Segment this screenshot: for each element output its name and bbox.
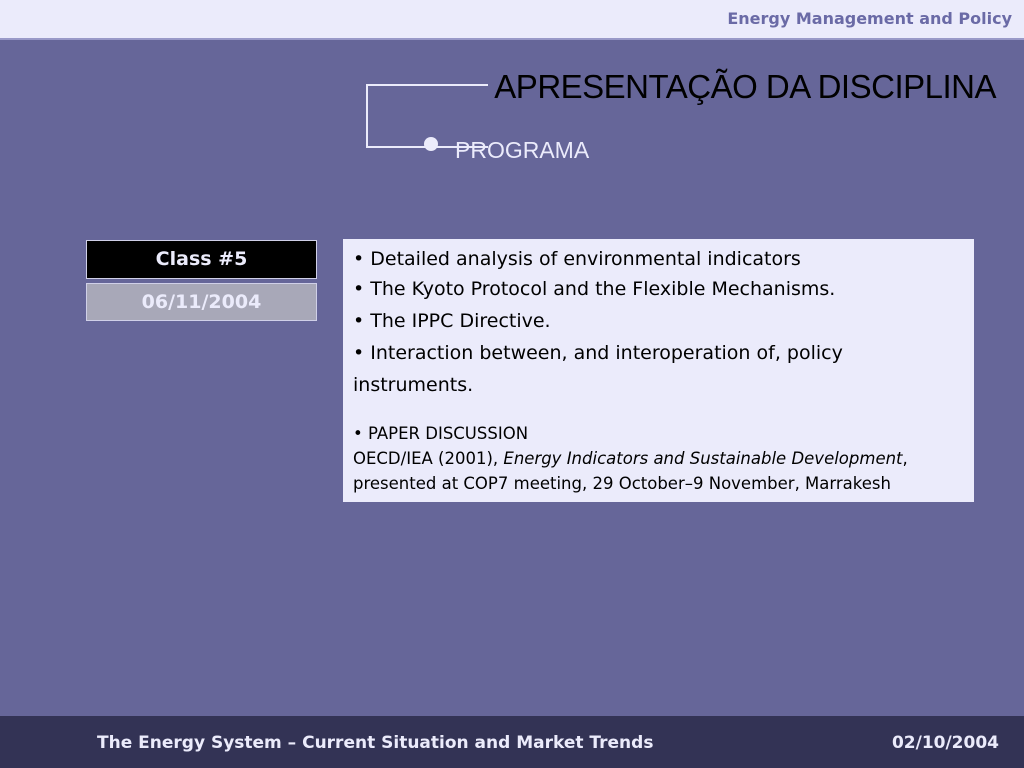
citation-suffix: , bbox=[902, 449, 908, 468]
paper-heading: • PAPER DISCUSSION bbox=[353, 424, 529, 443]
citation-prefix: OECD/IEA (2001), bbox=[353, 449, 504, 468]
citation-details: presented at COP7 meeting, 29 October–9 November, Marrakesh bbox=[353, 474, 891, 493]
paper-discussion bbox=[353, 421, 964, 496]
slide-subtitle: PROGRAMA bbox=[455, 137, 590, 163]
class-date: 06/11/2004 bbox=[86, 283, 317, 321]
slide-title: APRESENTAÇÃO DA DISCIPLINA bbox=[494, 68, 996, 105]
bullet-dot-icon bbox=[424, 137, 438, 151]
content-item: • The Kyoto Protocol and the Flexible Mechanisms. bbox=[353, 278, 836, 300]
content-item: • Interaction between, and interoperation of, policy instruments. bbox=[353, 342, 843, 396]
paper-citation bbox=[353, 446, 964, 471]
top-bar bbox=[0, 0, 1024, 40]
content-item: • Detailed analysis of environmental indicators bbox=[353, 248, 801, 270]
footer-title: The Energy System – Current Situation and Market Trends bbox=[97, 733, 654, 753]
footer-bar bbox=[0, 716, 1024, 768]
citation-title: Energy Indicators and Sustainable Development bbox=[503, 449, 903, 468]
footer-date: 02/10/2004 bbox=[891, 733, 999, 753]
course-title: Energy Management and Policy bbox=[727, 9, 1012, 28]
content-item: • The IPPC Directive. bbox=[353, 310, 551, 332]
content-panel bbox=[343, 239, 974, 502]
class-label: Class #5 bbox=[86, 240, 317, 279]
